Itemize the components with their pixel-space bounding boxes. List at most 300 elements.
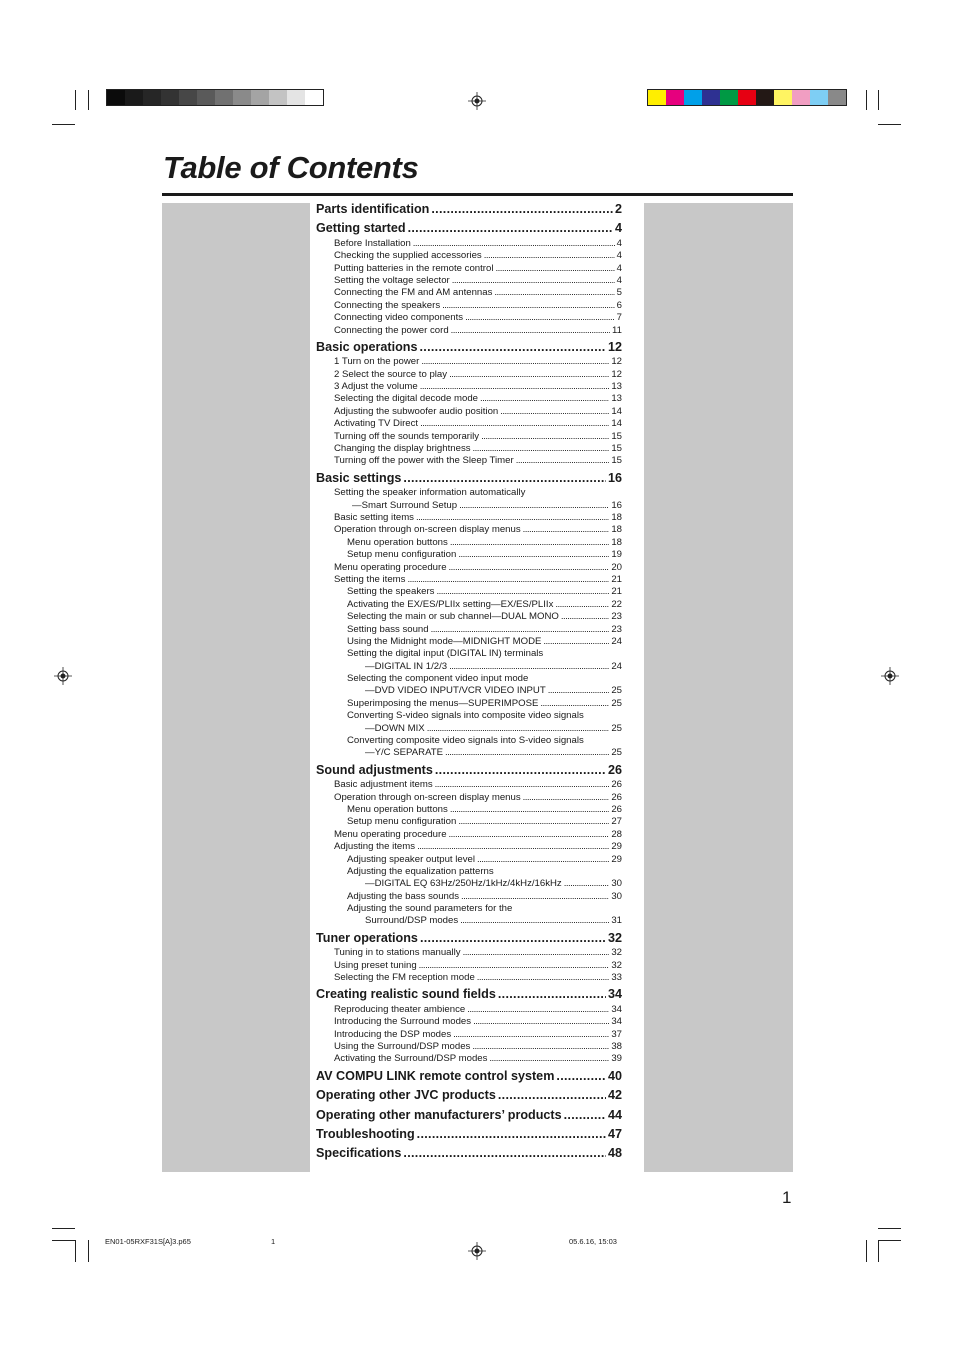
toc-entry-text: Adjusting the subwoofer audio position — [334, 405, 499, 417]
color-swatch — [107, 90, 125, 105]
color-swatch — [756, 90, 774, 105]
toc-entry-text: Turning off the sounds temporarily — [334, 430, 480, 442]
toc-entry-page: 14 — [611, 405, 622, 417]
leader-dots — [523, 792, 610, 804]
toc-entry-text: Reproducing theater ambience — [334, 1003, 466, 1015]
color-swatch — [720, 90, 738, 105]
leader-dots — [473, 443, 610, 455]
toc-entry-page: 39 — [611, 1053, 622, 1065]
color-swatch — [287, 90, 305, 105]
toc-entry — [316, 915, 622, 927]
toc-section — [316, 1107, 622, 1124]
color-swatch — [305, 90, 323, 105]
toc-entry-page: 23 — [611, 623, 622, 635]
leader-dots — [445, 747, 609, 759]
leader-dots — [494, 287, 614, 299]
toc-entry-page: 26 — [611, 779, 622, 791]
toc-entry-page: 38 — [611, 1041, 622, 1052]
color-swatch — [161, 90, 179, 105]
leader-dots — [458, 816, 609, 828]
leader-dots — [453, 1029, 609, 1041]
footer-file-name: EN01-05RXF31S[A]3.p65 — [105, 1237, 191, 1246]
leader-dots — [417, 841, 609, 853]
toc-entry-text: Basic adjustment items — [334, 779, 433, 791]
toc-entry — [316, 250, 622, 262]
toc-entry-text: Connecting video components — [334, 312, 464, 324]
leader-dots — [473, 1016, 609, 1028]
right-side-panel — [644, 203, 793, 1172]
toc-section — [316, 762, 622, 779]
toc-entry-page: 4 — [616, 262, 622, 274]
toc-entry-text: Operation through on-screen display menus — [334, 524, 521, 536]
toc-list — [316, 201, 622, 1163]
toc-entry — [316, 685, 622, 697]
leader-dots — [477, 854, 609, 866]
leader-dots — [481, 431, 609, 443]
toc-entry — [316, 792, 622, 804]
toc-entry — [316, 599, 622, 611]
toc-entry-page: 23 — [611, 611, 622, 623]
toc-entry-page: 15 — [611, 455, 622, 467]
toc-entry — [316, 804, 622, 816]
left-side-panel — [162, 203, 310, 1172]
toc-entry — [316, 636, 622, 648]
toc-section-page: 12 — [607, 339, 622, 354]
toc-entry-text: Converting composite video signals into S-video signals — [347, 735, 584, 747]
toc-entry-page: 21 — [611, 586, 622, 598]
toc-entry-page: 11 — [612, 324, 622, 336]
toc-section — [316, 1068, 622, 1085]
toc-entry — [316, 723, 622, 735]
toc-entry — [316, 624, 622, 636]
color-swatch — [197, 90, 215, 105]
leader-dots — [407, 574, 609, 586]
toc-entry-page: 18 — [611, 536, 622, 548]
toc-entry-text: Menu operating procedure — [334, 828, 447, 840]
leader-dots — [548, 685, 610, 697]
toc-entry-text: Adjusting the equalization patterns — [347, 865, 494, 877]
toc-entry-page: 14 — [611, 418, 622, 430]
toc-section-title: Tuner operations — [316, 930, 418, 945]
leader-dots — [421, 356, 609, 368]
toc-section-page: 48 — [607, 1146, 622, 1161]
color-swatch — [251, 90, 269, 105]
color-swatch — [233, 90, 251, 105]
toc-entry — [316, 393, 622, 405]
toc-entry — [316, 960, 622, 972]
toc-entry-page: 13 — [611, 393, 622, 405]
toc-entry-page: 15 — [611, 443, 622, 455]
toc-section-page: 40 — [607, 1068, 622, 1083]
leader-dots — [561, 611, 609, 623]
toc-entry — [316, 300, 622, 312]
toc-entry-text: Introducing the DSP modes — [334, 1028, 452, 1040]
toc-section-page: 42 — [607, 1088, 622, 1103]
toc-entry-page: 20 — [611, 561, 622, 573]
leader-dots — [467, 1004, 609, 1016]
toc-entry-text: —DIGITAL IN 1/2/3 — [365, 660, 448, 672]
leader-dots — [419, 339, 606, 356]
toc-entry-page: 26 — [611, 803, 622, 815]
toc-entry — [316, 661, 622, 673]
toc-entry-text: Connecting the FM and AM antennas — [334, 287, 493, 299]
leader-dots — [458, 549, 609, 561]
toc-entry-text: 3 Adjust the volume — [334, 381, 418, 393]
toc-entry-text: Connecting the power cord — [334, 324, 449, 336]
registration-mark-icon — [468, 92, 486, 110]
grayscale-color-bar — [106, 89, 324, 106]
toc-entry-page: 15 — [611, 430, 622, 442]
toc-entry-text: Menu operation buttons — [347, 536, 448, 548]
toc-entry-text: Converting S-video signals into composite video signals — [347, 710, 584, 722]
toc-entry-page: 13 — [611, 381, 622, 393]
toc-entry-text: Operation through on-screen display menus — [334, 791, 521, 803]
toc-entry-text: Setting the speakers — [347, 586, 435, 598]
toc-entry — [316, 829, 622, 841]
toc-entry — [316, 891, 622, 903]
toc-entry-text: —DVD VIDEO INPUT/VCR VIDEO INPUT — [365, 685, 546, 697]
toc-entry — [316, 406, 622, 418]
toc-entry-text: —DOWN MIX — [365, 722, 425, 734]
toc-entry-text: Selecting the component video input mode — [347, 673, 529, 685]
toc-section — [316, 339, 622, 356]
footer-timestamp: 05.6.16, 15:03 — [569, 1237, 617, 1246]
toc-section-page: 34 — [607, 987, 622, 1002]
toc-entry-page: 24 — [611, 660, 622, 672]
toc-entry — [316, 381, 622, 393]
toc-entry-page: 21 — [611, 573, 622, 585]
toc-entry — [316, 325, 622, 337]
color-swatch — [828, 90, 846, 105]
leader-dots — [420, 418, 609, 430]
color-swatch — [215, 90, 233, 105]
leader-dots — [461, 891, 609, 903]
leader-dots — [417, 1126, 606, 1143]
leader-dots — [463, 947, 610, 959]
toc-entry-page: 25 — [611, 722, 622, 734]
toc-entry-page: 16 — [611, 499, 622, 511]
toc-entry-page: 34 — [611, 1016, 622, 1028]
leader-dots — [564, 878, 610, 890]
toc-entry — [316, 537, 622, 549]
toc-entry — [316, 586, 622, 598]
leader-dots — [459, 500, 609, 512]
toc-entry-page: 4 — [616, 237, 622, 249]
toc-entry-page: 25 — [611, 697, 622, 709]
toc-entry — [316, 1004, 622, 1016]
toc-entry-text: Before Installation — [334, 237, 411, 249]
color-swatch — [684, 90, 702, 105]
leader-dots — [498, 1087, 606, 1104]
leader-dots — [419, 960, 610, 972]
toc-section-title: Operating other manufacturers’ products — [316, 1107, 562, 1122]
toc-entry-text: Selecting the main or sub channel—DUAL MONO — [347, 611, 559, 623]
leader-dots — [472, 1041, 609, 1053]
toc-entry — [316, 418, 622, 430]
toc-entry-page: 4 — [616, 274, 622, 286]
leader-dots — [555, 599, 609, 611]
toc-section-title: Getting started — [316, 221, 406, 236]
leader-dots — [403, 470, 606, 487]
color-swatch — [269, 90, 287, 105]
toc-entry-text: Changing the display brightness — [334, 443, 471, 455]
toc-entry-page: 33 — [611, 972, 622, 984]
leader-dots — [465, 312, 615, 324]
toc-entry-text: Connecting the speakers — [334, 299, 441, 311]
toc-entry-page: 32 — [611, 959, 622, 971]
leader-dots — [451, 325, 610, 337]
color-swatch — [774, 90, 792, 105]
toc-entry-text: Activating the EX/ES/PLIIx setting—EX/ES/PLIIx — [347, 598, 554, 610]
toc-entry-text: Adjusting the sound parameters for the — [347, 903, 513, 915]
toc-entry-text: —Y/C SEPARATE — [365, 747, 444, 759]
toc-entry-page: 18 — [611, 524, 622, 536]
toc-section-page: 44 — [607, 1107, 622, 1122]
toc-section-page: 47 — [607, 1126, 622, 1141]
toc-entry — [316, 455, 622, 467]
leader-dots — [431, 201, 613, 218]
toc-entry-page: 27 — [611, 816, 622, 828]
toc-entry-text: Selecting the FM reception mode — [334, 972, 475, 984]
toc-entry-page: 22 — [611, 598, 622, 610]
toc-entry-page: 30 — [611, 890, 622, 902]
toc-entry-text: Adjusting the bass sounds — [347, 890, 460, 902]
leader-dots — [489, 1053, 609, 1065]
toc-entry-page: 34 — [611, 1003, 622, 1015]
toc-entry-text: Setup menu configuration — [347, 549, 457, 561]
toc-entry-text: Using the Surround/DSP modes — [334, 1041, 471, 1052]
leader-dots — [416, 512, 609, 524]
toc-entry — [316, 611, 622, 623]
leader-dots — [403, 1145, 606, 1162]
toc-entry-text: Adjusting speaker output level — [347, 853, 475, 865]
toc-entry-page: 25 — [611, 685, 622, 697]
toc-entry-text: Activating the Surround/DSP modes — [334, 1053, 488, 1065]
toc-entry — [316, 1029, 622, 1041]
leader-dots — [480, 393, 609, 405]
toc-entry-text: Setting the speaker information automatically — [334, 487, 526, 499]
toc-entry-page: 19 — [611, 549, 622, 561]
leader-dots — [500, 406, 609, 418]
leader-dots — [523, 524, 610, 536]
leader-dots — [449, 369, 609, 381]
toc-entry-page: 6 — [616, 299, 622, 311]
toc-section-title: Sound adjustments — [316, 762, 433, 777]
toc-entry — [316, 1053, 622, 1065]
leader-dots — [436, 586, 609, 598]
toc-entry-page: 5 — [616, 287, 622, 299]
leader-dots — [495, 263, 614, 275]
toc-entry — [316, 431, 622, 443]
toc-entry-page: 18 — [611, 511, 622, 523]
toc-entry-page: 7 — [616, 312, 622, 324]
toc-entry — [316, 854, 622, 866]
toc-entry-text: Activating TV Direct — [334, 418, 419, 430]
title-rule — [162, 193, 793, 196]
toc-section — [316, 986, 622, 1003]
toc-section-title: Specifications — [316, 1146, 402, 1161]
toc-entry-text: Selecting the digital decode mode — [334, 393, 479, 405]
page-title: Table of Contents — [163, 150, 419, 185]
toc-entry-text: Using preset tuning — [334, 959, 417, 971]
toc-entry — [316, 841, 622, 853]
toc-section-page: 16 — [607, 470, 622, 485]
leader-dots — [450, 537, 610, 549]
page-number: 1 — [782, 1188, 792, 1207]
color-swatch — [810, 90, 828, 105]
toc-entry — [316, 1041, 622, 1053]
toc-entry — [316, 356, 622, 368]
color-swatch — [702, 90, 720, 105]
toc-entry-page: 4 — [616, 250, 622, 262]
toc-entry-text: —DIGITAL EQ 63Hz/250Hz/1kHz/4kHz/16kHz — [365, 878, 562, 890]
toc-entry-text: Basic setting items — [334, 511, 414, 523]
leader-dots — [442, 300, 615, 312]
leader-dots — [413, 238, 615, 250]
toc-entry-text: Surround/DSP modes — [365, 915, 459, 927]
toc-entry-page: 26 — [611, 791, 622, 803]
leader-dots — [498, 986, 606, 1003]
toc-entry-text: Setting the voltage selector — [334, 274, 450, 286]
toc-entry — [316, 512, 622, 524]
toc-entry-text: —Smart Surround Setup — [352, 499, 458, 511]
toc-section — [316, 201, 622, 218]
toc-section — [316, 1145, 622, 1162]
toc-entry-page: 12 — [611, 356, 622, 368]
toc-entry-text: Setting the digital input (DIGITAL IN) terminals — [347, 648, 544, 660]
toc-section-title: AV COMPU LINK remote control system — [316, 1068, 555, 1083]
toc-entry — [316, 443, 622, 455]
toc-entry — [316, 369, 622, 381]
toc-entry — [316, 263, 622, 275]
color-swatch — [792, 90, 810, 105]
toc-entry-text: Using the Midnight mode—MIDNIGHT MODE — [347, 635, 542, 647]
toc-entry-page: 24 — [611, 635, 622, 647]
toc-entry — [316, 747, 622, 759]
leader-dots — [516, 455, 610, 467]
leader-dots — [449, 661, 609, 673]
toc-entry — [316, 878, 622, 890]
toc-entry-page: 32 — [611, 947, 622, 959]
toc-section-page: 26 — [607, 762, 622, 777]
toc-section-title: Troubleshooting — [316, 1126, 415, 1141]
toc-section-title: Basic settings — [316, 470, 402, 485]
toc-entry-text: 1 Turn on the power — [334, 356, 420, 368]
toc-entry — [316, 562, 622, 574]
color-swatch — [143, 90, 161, 105]
leader-dots — [431, 624, 610, 636]
toc-entry-page: 31 — [611, 915, 622, 927]
registration-mark-icon — [881, 667, 899, 685]
toc-section-title: Operating other JVC products — [316, 1088, 496, 1103]
toc-section — [316, 930, 622, 947]
toc-entry — [316, 947, 622, 959]
toc-entry — [316, 972, 622, 984]
color-swatch — [738, 90, 756, 105]
toc-section-title: Creating realistic sound fields — [316, 987, 496, 1002]
leader-dots — [449, 829, 610, 841]
toc-section — [316, 1126, 622, 1143]
leader-dots — [460, 915, 609, 927]
toc-entry-page: 30 — [611, 878, 622, 890]
leader-dots — [477, 972, 610, 984]
leader-dots — [543, 636, 609, 648]
toc-entry-text: Setting bass sound — [347, 623, 429, 635]
leader-dots — [540, 698, 609, 710]
color-swatch — [666, 90, 684, 105]
color-swatch — [648, 90, 666, 105]
toc-entry-page: 12 — [611, 368, 622, 380]
toc-entry-text: 2 Select the source to play — [334, 368, 448, 380]
footer-page: 1 — [271, 1237, 276, 1246]
leader-dots — [449, 562, 610, 574]
toc-entry-text: Putting batteries in the remote control — [334, 262, 494, 274]
leader-dots — [484, 250, 615, 262]
leader-dots — [435, 779, 610, 791]
leader-dots — [450, 804, 610, 816]
toc-entry-text: Setup menu configuration — [347, 816, 457, 828]
leader-dots — [408, 220, 613, 237]
registration-mark-icon — [468, 1242, 486, 1260]
toc-entry — [316, 500, 622, 512]
toc-entry — [316, 779, 622, 791]
toc-entry — [316, 287, 622, 299]
color-swatch — [125, 90, 143, 105]
toc-entry-text: Setting the items — [334, 573, 406, 585]
toc-section — [316, 1087, 622, 1104]
leader-dots — [435, 762, 606, 779]
toc-entry-page: 29 — [611, 853, 622, 865]
toc-entry-page: 37 — [611, 1028, 622, 1040]
leader-dots — [564, 1107, 606, 1124]
toc-entry — [316, 816, 622, 828]
toc-section-page: 4 — [614, 221, 622, 236]
toc-section — [316, 220, 622, 237]
toc-entry — [316, 1016, 622, 1028]
toc-entry-text: Introducing the Surround modes — [334, 1016, 472, 1028]
color-swatch — [179, 90, 197, 105]
toc-entry-page: 29 — [611, 841, 622, 853]
toc-entry-page: 28 — [611, 828, 622, 840]
toc-section-page: 32 — [607, 930, 622, 945]
toc-entry — [316, 574, 622, 586]
toc-entry-text: Adjusting the items — [334, 841, 416, 853]
registration-mark-icon — [54, 667, 72, 685]
leader-dots — [427, 723, 610, 735]
toc-entry — [316, 312, 622, 324]
toc-entry — [316, 275, 622, 287]
leader-dots — [420, 930, 606, 947]
toc-section — [316, 470, 622, 487]
leader-dots — [420, 381, 610, 393]
toc-entry-text: Checking the supplied accessories — [334, 250, 482, 262]
toc-section-title: Basic operations — [316, 339, 418, 354]
toc-entry-text: Menu operation buttons — [347, 803, 448, 815]
toc-section-page: 2 — [614, 202, 622, 216]
leader-dots — [556, 1068, 606, 1085]
leader-dots — [452, 275, 615, 287]
toc-entry-text: Superimposing the menus—SUPERIMPOSE — [347, 697, 539, 709]
toc-entry — [316, 698, 622, 710]
toc-entry-text: Tuning in to stations manually — [334, 947, 461, 959]
toc-section-title: Parts identification — [316, 202, 430, 216]
toc-entry — [316, 238, 622, 250]
toc-entry-page: 25 — [611, 747, 622, 759]
toc-entry-text: Turning off the power with the Sleep Timer — [334, 455, 514, 467]
toc-entry-text: Menu operating procedure — [334, 561, 447, 573]
toc-entry — [316, 549, 622, 561]
process-color-bar — [647, 89, 847, 106]
